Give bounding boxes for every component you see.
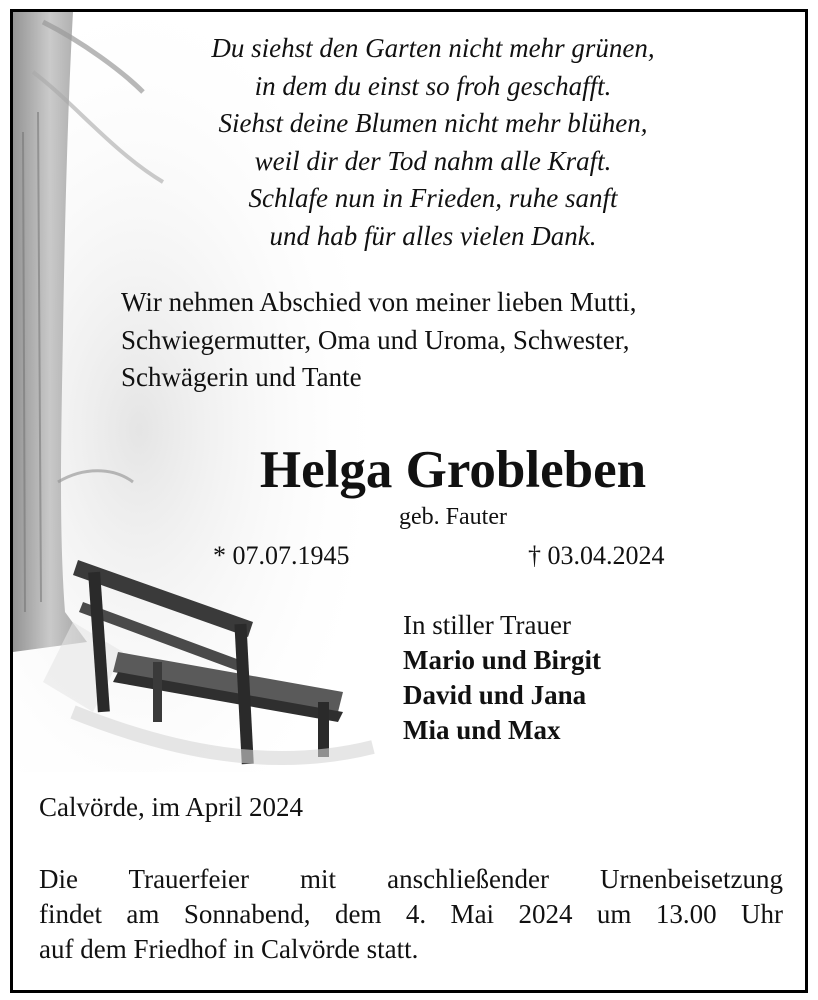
intro-line: Schwiegermutter, Oma und Uroma, Schwester, — [121, 324, 630, 355]
poem-line: Siehst deine Blumen nicht mehr blühen, — [218, 108, 648, 138]
poem-line: weil dir der Tod nahm alle Kraft. — [254, 145, 612, 176]
mourner-name: Mia und Max — [403, 715, 561, 745]
mourners — [403, 608, 601, 748]
intro-line: Schwägerin und Tante — [121, 362, 362, 392]
birth-date: * 07.07.1945 — [213, 541, 350, 570]
funeral-info — [39, 862, 783, 967]
maiden-name: geb. Fauter — [399, 504, 507, 530]
death-date: † 03.04.2024 — [528, 541, 665, 570]
mourner-name: David und Jana — [403, 680, 587, 710]
mourner-name: Mario und Birgit — [403, 645, 602, 675]
poem-line: Schlafe nun in Frieden, ruhe sanft — [248, 183, 618, 213]
funeral-line: auf dem Friedhof in Calvörde statt. — [39, 934, 419, 964]
poem-line: und hab für alles vielen Dank. — [269, 220, 597, 251]
poem — [113, 30, 753, 255]
funeral-line: Die Trauerfeier mit anschließender Urnenbeisetzung — [39, 864, 783, 894]
obituary-notice — [10, 9, 808, 993]
mourners-heading: In stiller Trauer — [403, 610, 571, 640]
poem-line: Du siehst den Garten nicht mehr grünen, — [211, 33, 655, 63]
place-date: Calvörde, im April 2024 — [39, 792, 303, 822]
intro-line: Wir nehmen Abschied von meiner lieben Mutti, — [121, 287, 637, 317]
poem-line: in dem du einst so froh geschafft. — [254, 70, 612, 101]
farewell-intro — [121, 284, 781, 397]
funeral-line: findet am Sonnabend, dem 4. Mai 2024 um 13.00 Uhr — [39, 899, 783, 929]
deceased-name: Helga Grobleben — [259, 441, 647, 499]
